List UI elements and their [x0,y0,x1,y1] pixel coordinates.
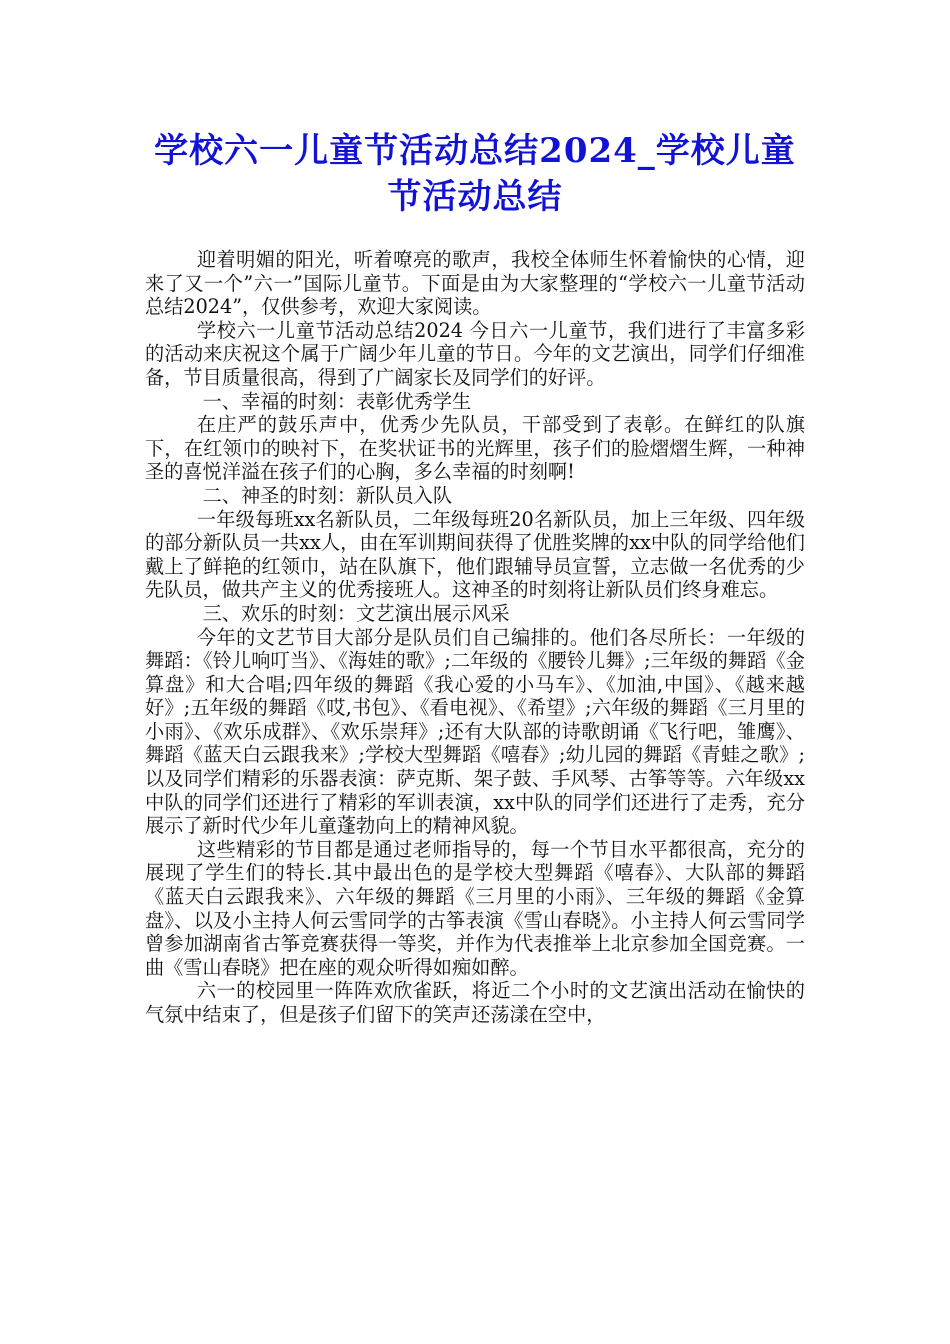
section-heading-3: 三、欢乐的时刻：文艺演出展示风采 [202,601,510,625]
paragraph-section-2: 一年级每班xx名新队员，二年级每班20名新队员，加上三年级、四年级的部分新队员一共xx人，由在军训期间获得了优胜奖牌的xx中队的同学给他们戴上了鲜艳的红领巾，站在队旗下，他们跟辅导员宣誓，立志做一名优秀的少先队员，做共产主义的优秀接班人。这神圣的时刻将让新队员们终身难忘。 [145,507,805,602]
document-title: 学校六一儿童节活动总结2024_学校儿童节活动总结 [154,131,796,217]
section-heading-2: 二、神圣的时刻：新队员入队 [202,483,453,507]
section-heading-1: 一、幸福的时刻：表彰优秀学生 [202,389,472,413]
paragraph-summary: 学校六一儿童节活动总结2024 今日六一儿童节，我们进行了丰富多彩的活动来庆祝这个属于广阔少年儿童的节日。今年的文艺演出，同学们仔细准备，节目质量很高，得到了广阔家长及同学们的好评。 [145,318,805,389]
document-body [145,248,805,1027]
paragraph-intro: 迎着明媚的阳光，听着嘹亮的歌声，我校全体师生怀着愉快的心情，迎来了又一个”六一”国际儿童节。下面是由为大家整理的“学校六一儿童节活动总结2024”，仅供参考，欢迎大家阅读。 [145,248,805,319]
paragraph-highlights: 这些精彩的节目都是通过老师指导的，每一个节目水平都很高，充分的展现了学生们的特长.其中最出色的是学校大型舞蹈《嘻春》、大队部的舞蹈《蓝天白云跟我来》、六年级的舞蹈《三月里的小雨》、三年级的舞蹈《金算盘》、以及小主持人何云雪同学的古筝表演《雪山春晓》。小主持人何云雪同学曾参加湖南省古筝竞赛获得一等奖，并作为代表推举上北京参加全国竞赛。一曲《雪山春晓》把在座的观众听得如痴如醉。 [145,837,805,979]
paragraph-section-1: 在庄严的鼓乐声中，优秀少先队员，干部受到了表彰。在鲜红的队旗下，在红领巾的映衬下，在奖状证书的光辉里，孩子们的脸熠熠生辉，一种神圣的喜悦洋溢在孩子们的心胸，多么幸福的时刻啊! [145,413,805,484]
paragraph-closing: 六一的校园里一阵阵欢欣雀跃，将近二个小时的文艺演出活动在愉快的气氛中结束了，但是孩子们留下的笑声还荡漾在空中， [145,979,805,1026]
document-page [145,128,805,1027]
paragraph-section-3: 今年的文艺节目大部分是队员们自己编排的。他们各尽所长：一年级的舞蹈：《铃儿响叮当》、《海娃的歌》;二年级的《腰铃儿舞》;三年级的舞蹈《金算盘》和大合唱;四年级的舞蹈《我心爱的小马车》、《加油,中国》、《越来越好》;五年级的舞蹈《哎,书包》、《看电视》、《希望》;六年级的舞蹈《三月里的小雨》、《欢乐成群》、《欢乐崇拜》;还有大队部的诗歌朗诵《飞行吧，雏鹰》、舞蹈《蓝天白云跟我来》;学校大型舞蹈《嘻春》;幼儿园的舞蹈《青蛙之歌》;以及同学们精彩的乐器表演：萨克斯、架子鼓、手风琴、古筝等等。六年级xx中队的同学们还进行了精彩的军训表演，xx中队的同学们还进行了走秀，充分展示了新时代少年儿童蓬勃向上的精神风貌。 [145,625,805,838]
